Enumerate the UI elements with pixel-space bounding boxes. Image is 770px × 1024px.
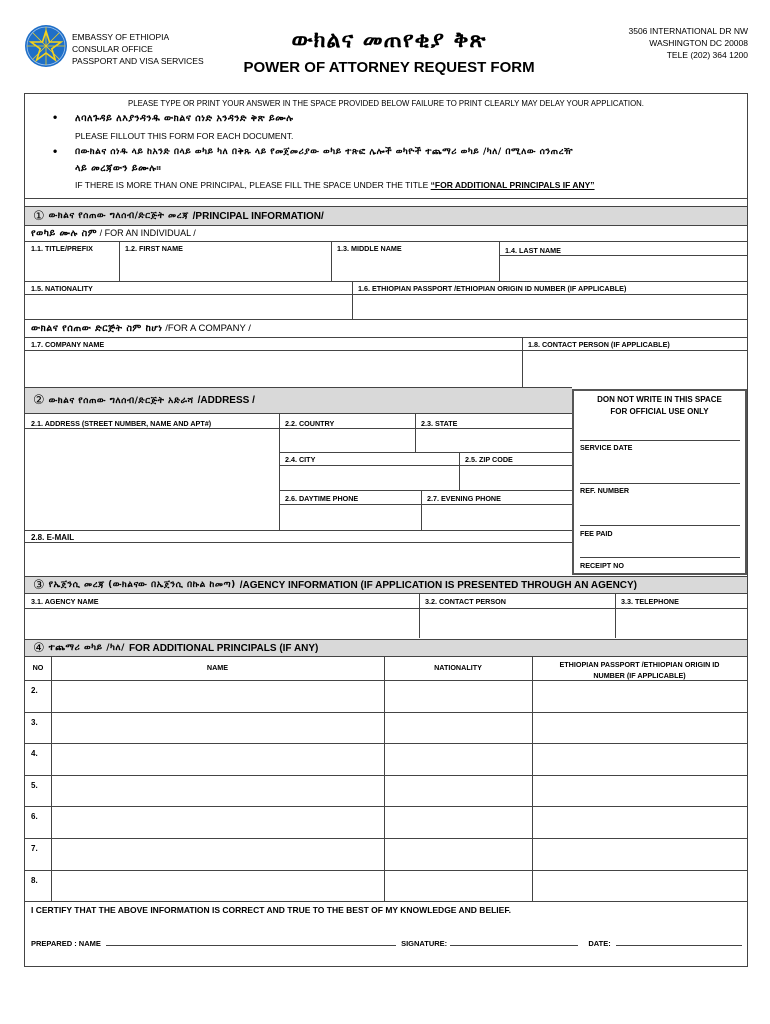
principal-passport-field[interactable] bbox=[532, 838, 747, 870]
principal-passport-field[interactable] bbox=[532, 775, 747, 807]
nationality-label: 1.5. NATIONALITY bbox=[31, 284, 93, 293]
section3-title-amharic: የኤጀንሲ መረጃ (ውክልናው በኤጀንሲ በኩል ከመጣ) bbox=[48, 580, 236, 590]
title-english: POWER OF ATTORNEY REQUEST FORM bbox=[243, 59, 535, 76]
instructions-box bbox=[25, 94, 747, 199]
section-principal-header bbox=[25, 206, 747, 226]
principal-nationality-field[interactable] bbox=[384, 712, 532, 744]
address-line-2: WASHINGTON DC 20008 bbox=[649, 38, 748, 48]
contact-person-field[interactable] bbox=[522, 337, 747, 387]
agency-telephone-field[interactable] bbox=[615, 594, 747, 638]
section2-title-amharic: ውክልና የሰጠው ግለሰብ/ድርጅት አድራሻ bbox=[48, 395, 194, 406]
address-field[interactable] bbox=[25, 414, 279, 530]
first-name-field[interactable] bbox=[119, 241, 331, 281]
column-passport bbox=[532, 657, 747, 681]
table-row bbox=[25, 806, 747, 838]
state-label: 2.3. STATE bbox=[421, 419, 458, 428]
bullet1-english: PLEASE FILLOUT THIS FORM FOR EACH DOCUMENT. bbox=[75, 131, 294, 141]
section-address-header bbox=[25, 387, 572, 414]
principal-name-field[interactable] bbox=[51, 743, 384, 775]
column-nationality: NATIONALITY bbox=[434, 663, 482, 672]
zip-field[interactable] bbox=[459, 452, 572, 490]
row-number: 7. bbox=[31, 844, 38, 853]
section3-title-english: /AGENCY INFORMATION (IF APPLICATION IS PRESENTED THROUGH AN AGENCY) bbox=[239, 579, 638, 591]
column-passport-line2: NUMBER (IF APPLICABLE) bbox=[593, 671, 686, 680]
zip-label: 2.5. ZIP CODE bbox=[465, 455, 513, 464]
column-no: NO bbox=[32, 663, 44, 672]
row-number: 6. bbox=[31, 812, 38, 822]
row-number: 3. bbox=[31, 717, 38, 727]
official-use-box bbox=[572, 389, 747, 575]
row-number: 8. bbox=[31, 875, 38, 885]
principal-name-field[interactable] bbox=[51, 806, 384, 838]
ethiopia-emblem-icon bbox=[24, 24, 68, 68]
signature-field[interactable] bbox=[450, 945, 578, 946]
nationality-field[interactable] bbox=[25, 281, 352, 319]
date-field[interactable] bbox=[616, 945, 742, 946]
daytime-phone-field[interactable] bbox=[279, 490, 421, 530]
embassy-line-1: EMBASSY OF ETHIOPIA bbox=[72, 32, 170, 42]
principal-passport-field[interactable] bbox=[532, 870, 747, 902]
date-label: DATE: bbox=[588, 939, 611, 948]
embassy-line-3: PASSPORT AND VISA SERVICES bbox=[72, 56, 204, 66]
principal-name-field[interactable] bbox=[51, 870, 384, 902]
principal-nationality-field[interactable] bbox=[384, 806, 532, 838]
section1-title-english: /PRINCIPAL INFORMATION/ bbox=[192, 210, 324, 222]
last-name-label: 1.4. LAST NAME bbox=[505, 246, 561, 255]
contact-person-label: 1.8. CONTACT PERSON (IF APPLICABLE) bbox=[528, 340, 670, 349]
principal-nationality-field[interactable] bbox=[384, 775, 532, 807]
official-use-title-line2: FOR OFFICIAL USE ONLY bbox=[610, 407, 709, 416]
daytime-phone-label: 2.6. DAYTIME PHONE bbox=[285, 494, 359, 503]
company-amharic: ውክልና የሰጠው ድርጅት ስም ከሆነ bbox=[31, 323, 163, 334]
principal-nationality-field[interactable] bbox=[384, 838, 532, 870]
title-prefix-field[interactable] bbox=[25, 241, 119, 281]
form-body bbox=[24, 93, 748, 967]
passport-number-field[interactable] bbox=[352, 281, 747, 319]
principal-name-field[interactable] bbox=[51, 838, 384, 870]
agency-contact-label: 3.2. CONTACT PERSON bbox=[425, 597, 506, 606]
row-number: 4. bbox=[31, 749, 38, 759]
prepared-name-field[interactable] bbox=[106, 945, 396, 946]
column-name: NAME bbox=[206, 663, 229, 672]
instructions-top-line: PLEASE TYPE OR PRINT YOUR ANSWER IN THE SPACE PROVIDED BELOW FAILURE TO PRINT CLEARLY MAY DELAY YOUR APPLICATION. bbox=[128, 99, 644, 108]
certification-statement: I CERTIFY THAT THE ABOVE INFORMATION IS CORRECT AND TRUE TO THE BEST OF MY KNOWLEDGE AND BELIEF. bbox=[31, 905, 511, 915]
signature-label: SIGNATURE: bbox=[401, 939, 448, 948]
last-name-field[interactable] bbox=[499, 241, 747, 281]
page-header bbox=[24, 18, 748, 88]
email-field[interactable] bbox=[25, 542, 572, 575]
address-line-3: TELE (202) 364 1200 bbox=[666, 50, 748, 60]
title-amharic: ውክልና መጠየቂያ ቅጽ bbox=[291, 28, 487, 53]
country-label: 2.2. COUNTRY bbox=[285, 419, 335, 428]
ref-number-label: REF. NUMBER bbox=[580, 486, 630, 495]
section1-title-amharic: ውክልና የሰጠው ግለሰብ/ድርጅት መረጃ bbox=[48, 211, 189, 221]
service-date-label: SERVICE DATE bbox=[580, 443, 633, 452]
section4-title-english: FOR ADDITIONAL PRINCIPALS (IF ANY) bbox=[128, 642, 319, 654]
form-title bbox=[229, 28, 549, 76]
row-number: 2. bbox=[31, 686, 38, 695]
table-row bbox=[25, 712, 747, 744]
bullet-icon: • bbox=[53, 144, 58, 158]
fee-paid-label: FEE PAID bbox=[580, 529, 613, 538]
principal-passport-field[interactable] bbox=[532, 712, 747, 744]
address-line-1: 3506 INTERNATIONAL DR NW bbox=[628, 26, 748, 36]
principal-name-field[interactable] bbox=[51, 680, 384, 712]
state-field[interactable] bbox=[415, 414, 572, 452]
bullet-icon: • bbox=[53, 110, 58, 124]
section-number-1: ① bbox=[33, 208, 45, 224]
column-passport-line1: ETHIOPIAN PASSPORT /ETHIOPIAN ORIGIN ID bbox=[559, 660, 720, 669]
principal-passport-field[interactable] bbox=[532, 680, 747, 712]
country-field[interactable] bbox=[279, 414, 415, 452]
embassy-name bbox=[72, 31, 204, 67]
official-use-title bbox=[574, 391, 745, 418]
company-name-field[interactable] bbox=[25, 337, 522, 387]
city-label: 2.4. CITY bbox=[285, 455, 316, 464]
principal-passport-field[interactable] bbox=[532, 806, 747, 838]
email-label: 2.8. E-MAIL bbox=[31, 533, 75, 542]
agency-telephone-label: 3.3. TELEPHONE bbox=[621, 597, 679, 606]
section2-title-english: /ADDRESS / bbox=[197, 395, 255, 406]
embassy-line-2: CONSULAR OFFICE bbox=[72, 44, 153, 54]
embassy-address bbox=[629, 25, 749, 61]
address-label: 2.1. ADDRESS (STREET NUMBER, NAME AND APT#) bbox=[31, 419, 212, 428]
agency-contact-field[interactable] bbox=[419, 594, 615, 638]
signature-line bbox=[31, 939, 742, 948]
individual-amharic: የወካይ ሙሉ ስም bbox=[31, 228, 98, 239]
section-number-2: ② bbox=[33, 393, 45, 408]
section-number-4: ④ bbox=[33, 640, 45, 656]
principal-passport-field[interactable] bbox=[532, 743, 747, 775]
table-row bbox=[25, 680, 747, 712]
individual-subheading bbox=[31, 228, 196, 239]
agency-name-label: 3.1. AGENCY NAME bbox=[31, 597, 99, 606]
first-name-label: 1.2. FIRST NAME bbox=[125, 244, 183, 253]
principal-nationality-field[interactable] bbox=[384, 870, 532, 902]
company-name-label: 1.7. COMPANY NAME bbox=[31, 340, 105, 349]
row-number: 5. bbox=[31, 780, 38, 790]
section-additional-principals-header bbox=[25, 639, 747, 657]
bullet2-english: IF THERE IS MORE THAN ONE PRINCIPAL, PLEASE FILL THE SPACE UNDER THE TITLE bbox=[75, 180, 431, 190]
bullet2-english-emphasis: “FOR ADDITIONAL PRINCIPALS IF ANY” bbox=[430, 180, 595, 190]
company-subheading bbox=[31, 323, 251, 334]
table-row bbox=[25, 775, 747, 807]
passport-label: 1.6. ETHIOPIAN PASSPORT /ETHIOPIAN ORIGIN ID NUMBER (IF APPLICABLE) bbox=[358, 284, 627, 293]
evening-phone-field[interactable] bbox=[421, 490, 572, 530]
evening-phone-label: 2.7. EVENING PHONE bbox=[427, 494, 501, 503]
table-row bbox=[25, 870, 747, 902]
section-number-3: ③ bbox=[33, 577, 45, 593]
principal-name-field[interactable] bbox=[51, 712, 384, 744]
section4-title-amharic: ተጨማሪ ወካይ /ካለ/ bbox=[48, 643, 125, 653]
middle-name-label: 1.3. MIDDLE NAME bbox=[337, 244, 402, 253]
principal-name-field[interactable] bbox=[51, 775, 384, 807]
table-row bbox=[25, 838, 747, 870]
section-agency-header bbox=[25, 576, 747, 594]
company-english: /FOR A COMPANY / bbox=[165, 323, 251, 334]
bullet2-amharic: በውክልና ሰነዱ ላይ ከአንድ በላይ ወካይ ካለ በቅጹ ላይ የመጀመሪያው ወካይ ተጽፎ ሌሎች ወካዮች ተጨማሪ ወካይ /ካለ/ በሚለው ሰንጠረዥ bbox=[75, 147, 574, 157]
city-field[interactable] bbox=[279, 452, 459, 490]
prepared-name-label: PREPARED : NAME bbox=[31, 939, 101, 948]
title-prefix-label: 1.1. TITLE/PREFIX bbox=[31, 244, 93, 253]
official-use-title-line1: DON NOT WRITE IN THIS SPACE bbox=[597, 395, 722, 404]
agency-name-field[interactable] bbox=[25, 594, 419, 638]
principal-nationality-field[interactable] bbox=[384, 680, 532, 712]
receipt-no-label: RECEIPT NO bbox=[580, 561, 624, 570]
individual-english: / FOR AN INDIVIDUAL / bbox=[99, 228, 196, 238]
middle-name-field[interactable] bbox=[331, 241, 499, 281]
bullet2-amharic-cont: ላይ መረጃውን ይሙሉ። bbox=[75, 163, 162, 174]
principal-nationality-field[interactable] bbox=[384, 743, 532, 775]
table-row bbox=[25, 743, 747, 775]
bullet1-amharic: ለባለጉዳይ ለእያንዳንዱ ውክልና ሰነድ አንዳንድ ቅጽ ይሙሉ bbox=[75, 113, 294, 124]
